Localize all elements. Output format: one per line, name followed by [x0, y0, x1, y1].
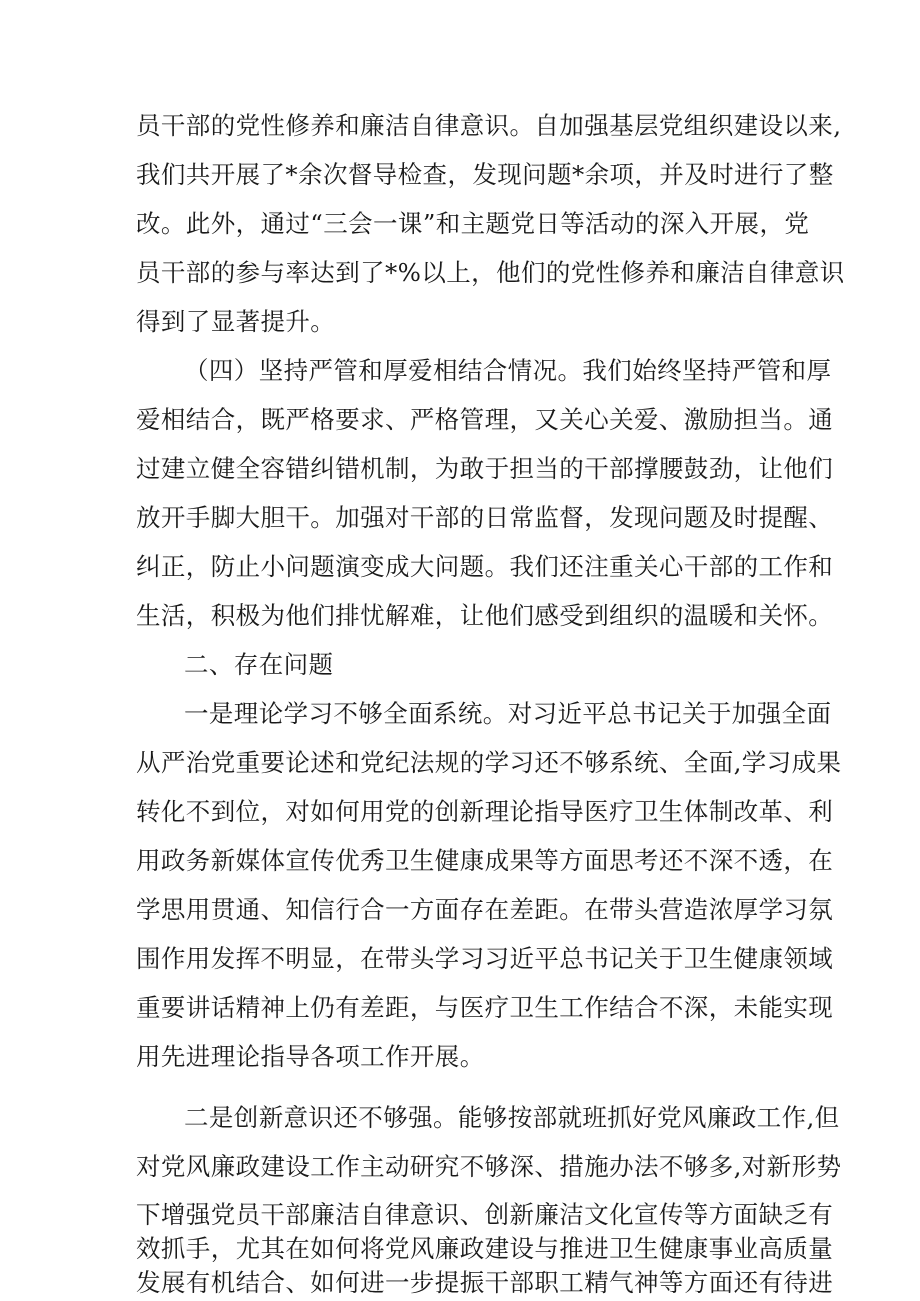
paragraph-start-line: （四）坚持严管和厚爱相结合情况。我们始终坚持严管和厚 [184, 356, 832, 385]
body-line: 重要讲话精神上仍有差距，与医疗卫生工作结合不深，未能实现 [136, 993, 834, 1022]
paragraph-start-line: 二是创新意识还不够强。能够按部就班抓好党风廉政工作,但 [184, 1103, 840, 1132]
body-line: 过建立健全容错纠错机制，为敢于担当的干部撑腰鼓劲，让他们 [136, 454, 834, 483]
body-line: 放开手脚大胆干。加强对干部的日常监督，发现问题及时提醒、 [136, 503, 834, 532]
body-line: 发展有机结合、如何进一步提振干部职工精气神等方面还有待进 [136, 1268, 834, 1297]
body-line: 用政务新媒体宣传优秀卫生健康成果等方面思考还不深不透，在 [136, 846, 834, 875]
body-line: 用先进理论指导各项工作开展。 [136, 1042, 485, 1071]
body-line: 对党风廉政建设工作主动研究不够深、措施办法不够多,对新形势 [136, 1152, 842, 1181]
body-line: 员干部的参与率达到了*%以上，他们的党性修养和廉洁自律意识 [136, 258, 845, 287]
body-line: 生活，积极为他们排忧解难，让他们感受到组织的温暖和关怀。 [136, 601, 834, 630]
body-line: 我们共开展了*余次督导检查，发现问题*余项，并及时进行了整 [136, 160, 834, 189]
body-line: 转化不到位，对如何用党的创新理论指导医疗卫生体制改革、利 [136, 797, 834, 826]
body-line: 效抓手，尤其在如何将党风廉政建设与推进卫生健康事业高质量 [136, 1234, 834, 1263]
body-line: 围作用发挥不明显，在带头学习习近平总书记关于卫生健康领域 [136, 944, 834, 973]
paragraph-start-line: 一是理论学习不够全面系统。对习近平总书记关于加强全面 [184, 699, 832, 728]
body-line: 改。此外，通过“三会一课”和主题党日等活动的深入开展，党 [136, 209, 810, 238]
body-line: 爱相结合，既严格要求、严格管理，又关心关爱、激励担当。通 [136, 405, 834, 434]
body-line: 从严治党重要论述和党纪法规的学习还不够系统、全面,学习成果 [136, 748, 842, 777]
body-line: 员干部的党性修养和廉洁自律意识。自加强基层党组织建设以来, [136, 111, 842, 140]
body-line: 纠正，防止小问题演变成大问题。我们还注重关心干部的工作和 [136, 552, 834, 581]
section-heading: 二、存在问题 [184, 650, 334, 679]
body-line: 学思用贯通、知信行合一方面存在差距。在带头营造浓厚学习氛 [136, 895, 834, 924]
body-line: 下增强党员干部廉洁自律意识、创新廉洁文化宣传等方面缺乏有 [136, 1200, 834, 1229]
body-line: 得到了显著提升。 [136, 307, 336, 336]
